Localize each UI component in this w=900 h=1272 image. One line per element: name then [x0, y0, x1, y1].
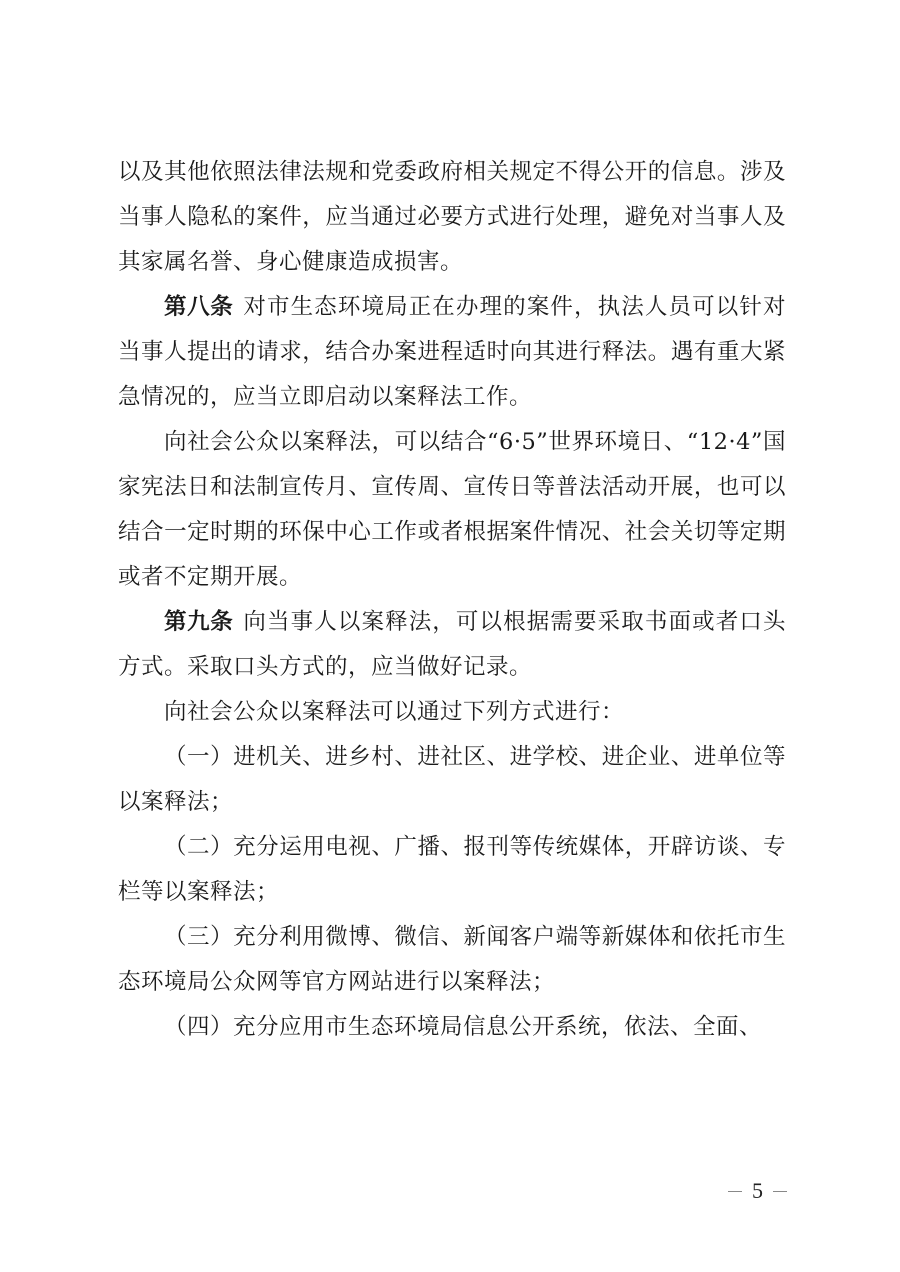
paragraph-text: 向当事人以案释法，可以根据需要采取书面或者口头方式。采取口头方式的，应当做好记录。	[118, 609, 786, 680]
list-item-4	[118, 1005, 786, 1050]
page-number-value: 5	[752, 1178, 763, 1203]
paragraph-public-explanation-timing	[118, 420, 786, 600]
document-body	[118, 150, 786, 1050]
list-item-1	[118, 735, 786, 825]
paragraph-continuation	[118, 150, 786, 285]
paragraph-article-8	[118, 285, 786, 420]
list-item-3	[118, 915, 786, 1005]
paragraph-text: 向社会公众以案释法可以通过下列方式进行：	[164, 699, 625, 725]
article-number: 第八条	[164, 294, 234, 320]
list-item-2	[118, 825, 786, 915]
page-number	[728, 1178, 787, 1204]
paragraph-article-9	[118, 600, 786, 690]
dash-left-icon	[728, 1191, 742, 1192]
dash-right-icon	[773, 1191, 787, 1192]
article-number: 第九条	[164, 609, 234, 635]
paragraph-text: （四）充分应用市生态环境局信息公开系统，依法、全面、	[164, 1014, 763, 1040]
paragraph-text: （二）充分运用电视、广播、报刊等传统媒体，开辟访谈、专栏等以案释法；	[118, 834, 786, 905]
paragraph-text: （一）进机关、进乡村、进社区、进学校、进企业、进单位等以案释法；	[118, 744, 786, 815]
paragraph-text: （三）充分利用微博、微信、新闻客户端等新媒体和依托市生态环境局公众网等官方网站进行以案释法；	[118, 924, 786, 995]
paragraph-methods-intro	[118, 690, 786, 735]
paragraph-text: 向社会公众以案释法，可以结合“6·5”世界环境日、“12·4”国家宪法日和法制宣传月、宣传周、宣传日等普法活动开展，也可以结合一定时期的环保中心工作或者根据案件情况、社会关切等定期或者不定期开展。	[118, 429, 786, 590]
paragraph-text: 以及其他依照法律法规和党委政府相关规定不得公开的信息。涉及当事人隐私的案件，应当通过必要方式进行处理，避免对当事人及其家属名誉、身心健康造成损害。	[118, 159, 786, 275]
paragraph-text: 对市生态环境局正在办理的案件，执法人员可以针对当事人提出的请求，结合办案进程适时向其进行释法。遇有重大紧急情况的，应当立即启动以案释法工作。	[118, 294, 786, 410]
